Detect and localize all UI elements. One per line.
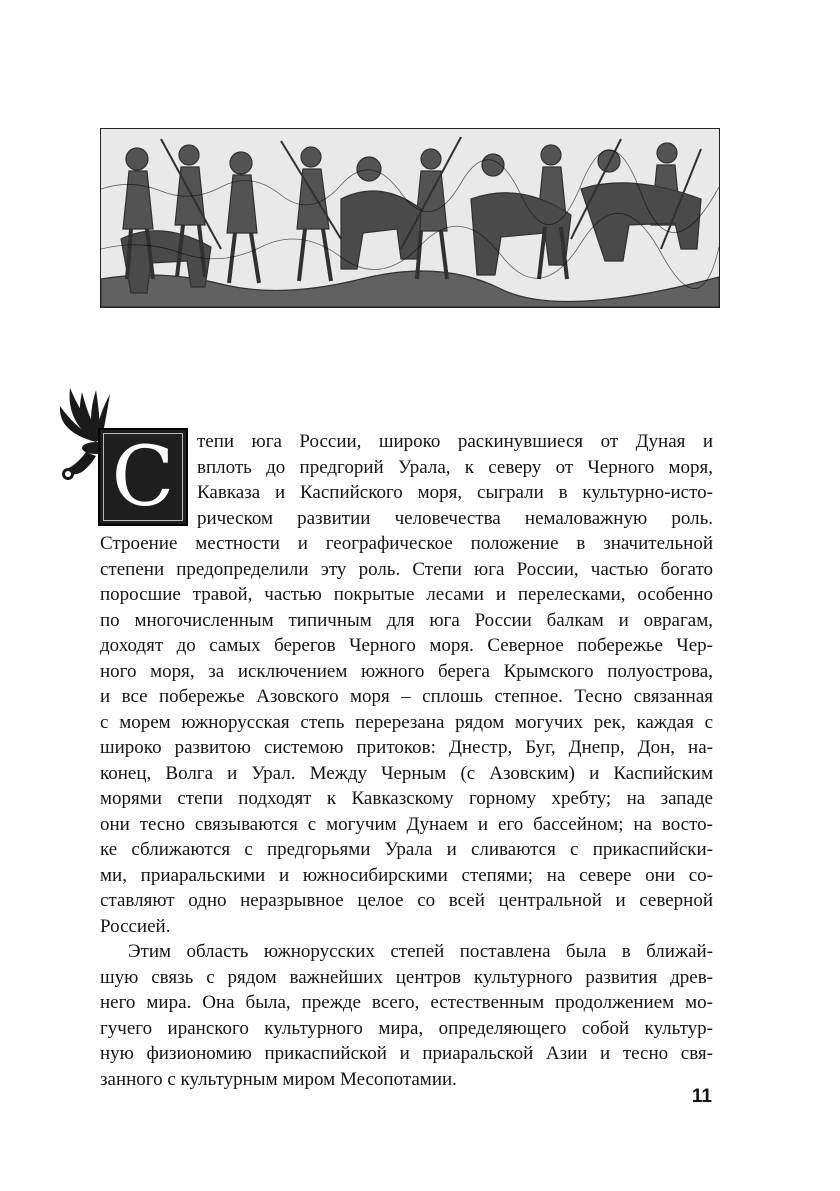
paragraph-1-intro bbox=[197, 429, 713, 531]
text-line: по многочисленным типичным для юга России балкам и оврагам, bbox=[100, 609, 713, 631]
paragraph-2 bbox=[100, 939, 713, 1092]
text-line: ную физиономию прикаспийской и приаральской Азии и тесно свя- bbox=[100, 1043, 713, 1064]
text-line: Строение местности и географическое положение в значительной bbox=[100, 533, 713, 554]
body-text bbox=[100, 531, 713, 1092]
text-line: занного с культурным миром Месопотамии. bbox=[100, 1068, 457, 1090]
paragraph-1 bbox=[100, 531, 713, 939]
text-line: ного моря, за исключением южного берега Крымского полуострова, bbox=[100, 660, 713, 682]
text-line: степени предопределили эту роль. Степи юга России, частью богато bbox=[100, 558, 713, 580]
drop-cap-letter: С bbox=[111, 430, 175, 525]
page-number: 11 bbox=[691, 1086, 712, 1107]
text-line: вплоть до предгорий Урала, к северу от Черного моря, bbox=[197, 456, 713, 478]
text-line: Этим область южнорусских степей поставлена была в ближай- bbox=[128, 941, 713, 962]
drop-cap bbox=[98, 428, 188, 526]
text-line: конец, Волга и Урал. Между Черным (с Азовским) и Каспийским bbox=[100, 762, 713, 784]
frieze-drawing bbox=[101, 129, 719, 307]
text-line: шую связь с рядом важнейших центров культурного развития древ- bbox=[100, 966, 713, 988]
text-line: ке сближаются с предгорьями Урала и сливаются с прикаспийски- bbox=[100, 839, 713, 860]
text-line: него мира. Она была, прежде всего, естественным продолжением мо- bbox=[100, 992, 713, 1013]
text-line: гучего иранского культурного мира, определяющего собой культур- bbox=[100, 1017, 713, 1039]
text-line: широко развитою системою притоков: Днестр, Буг, Днепр, Дон, на- bbox=[100, 737, 713, 758]
text-line: они тесно связываются с могучим Дунаем и его бассейном; на восто- bbox=[100, 813, 713, 835]
text-line: Кавказа и Каспийского моря, сыграли в культурно-исто- bbox=[197, 482, 713, 503]
text-line: с морем южнорусская степь перерезана рядом могучих рек, каждая с bbox=[100, 711, 713, 733]
text-line: рическом развитии человечества немаловажную роль. bbox=[197, 507, 713, 529]
antique-frieze-relief bbox=[100, 128, 720, 308]
text-line: ставляют одно неразрывное целое со всей центральной и северной bbox=[100, 890, 713, 911]
text-line: Россией. bbox=[100, 915, 171, 937]
text-line: поросшие травой, частью покрытые лесами и перелесками, особенно bbox=[100, 584, 713, 605]
text-line: морями степи подходят к Кавказскому горному хребту; на западе bbox=[100, 788, 713, 809]
text-line: и все побережье Азовского моря – сплошь степное. Тесно связанная bbox=[100, 686, 713, 707]
text-line: ми, приаральскими и южносибирскими степями; на севере они со- bbox=[100, 864, 713, 886]
text-line: тепи юга России, широко раскинувшиеся от Дуная и bbox=[197, 431, 713, 452]
text-line: доходят до самых берегов Черного моря. Северное побережье Чер- bbox=[100, 635, 713, 656]
